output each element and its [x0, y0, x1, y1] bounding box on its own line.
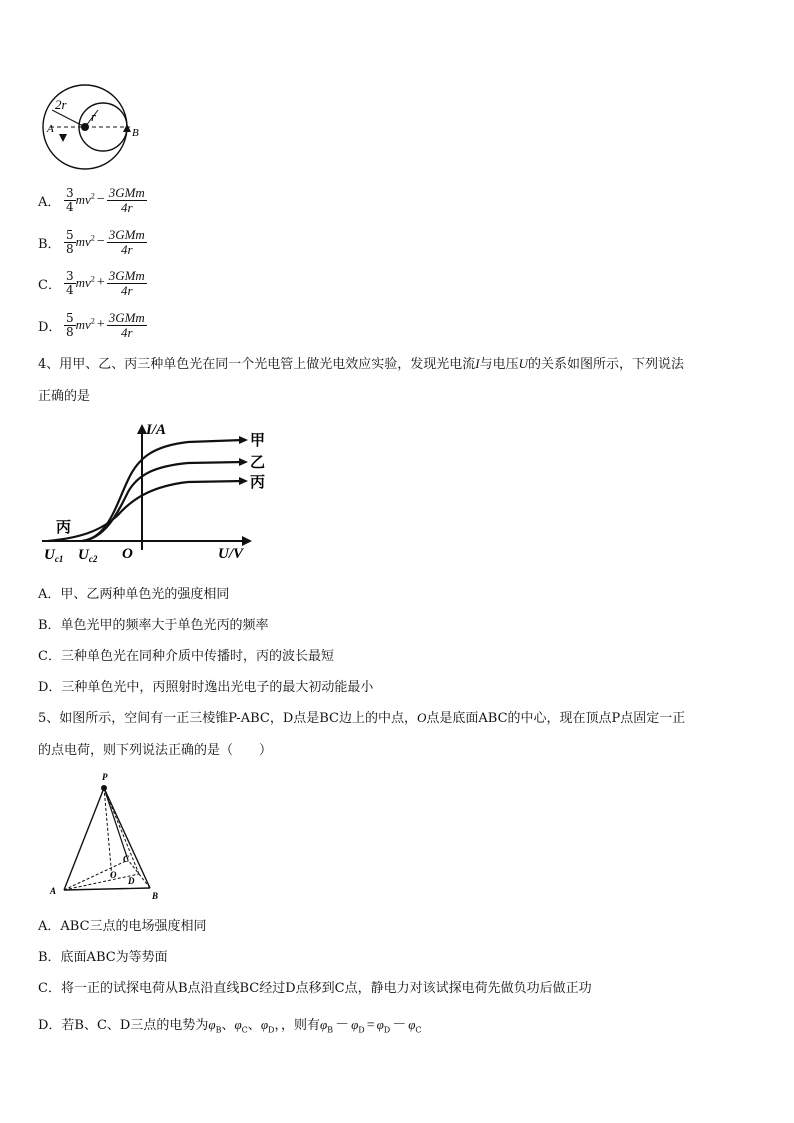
q5-option-d-mid: ，则有 [280, 1018, 320, 1033]
curve-yi [82, 462, 243, 541]
q5-stem-line1 [38, 707, 685, 726]
q5-option-b: B．底面ABC为等势面 [38, 950, 168, 965]
separator: ， [274, 1018, 281, 1033]
kinetic-term: $mv^2$ [75, 274, 95, 291]
q3-option-b [38, 228, 147, 256]
phi-symbol: φ [234, 1017, 242, 1032]
q4-option-d: D．三种单色光中，丙照射时逸出光电子的最大初动能最小 [38, 680, 374, 695]
q4-option-c: C．三种单色光在同种介质中传播时，丙的波长最短 [38, 649, 334, 664]
y-axis-label: I/A [146, 422, 167, 438]
coefficient-fraction [64, 270, 76, 296]
orbit-arrow-right [123, 124, 131, 132]
x-axis-label: U/V [218, 546, 244, 562]
uc2-label: $U_{c2}$ [78, 547, 98, 564]
coef-numerator: 3 [66, 269, 74, 284]
coef-numerator: 5 [66, 228, 74, 243]
curve-jia-arrow [239, 436, 248, 444]
coef-numerator: 3 [66, 186, 74, 201]
phi-sub-D: D [358, 1025, 365, 1035]
q4-stem-line2: 正确的是 [38, 389, 91, 404]
point-P-charge [101, 785, 107, 791]
q3-option-a [38, 186, 147, 214]
frac-denominator: 4r [120, 282, 133, 298]
phi-symbol: φ [260, 1017, 269, 1032]
frac-denominator: 4r [120, 324, 133, 340]
vertex-B-label: B [152, 891, 159, 901]
coef-denominator: 4 [66, 282, 74, 297]
label-B: B [132, 127, 139, 139]
coefficient-fraction [64, 187, 76, 213]
left-label-bing: 丙 [56, 520, 72, 536]
phi-sub-B: B [215, 1025, 222, 1035]
q4-stem-a: 4、用甲、乙、丙三种单色光在同一个光电管上做光电效应实验，发现光电流 [38, 357, 476, 372]
q5-stem-line2: 的点电荷，则下列说法正确的是（ ） [38, 743, 273, 758]
uc1-label: $U_{c1}$ [44, 547, 64, 564]
coef-denominator: 8 [66, 241, 74, 256]
q5-option-d-prefix: D．若B、C、D三点的电势为 [38, 1018, 209, 1033]
curve-jia [82, 440, 243, 541]
frac-numerator: 3GMm [108, 227, 145, 242]
label-r: r [91, 109, 97, 124]
phi-symbol: φ [208, 1017, 216, 1032]
minus-sign: － [392, 1018, 407, 1033]
option-letter: B． [38, 236, 61, 252]
phi-sub-D: D [268, 1025, 275, 1035]
vertex-P-label: P [102, 772, 108, 782]
q4-stem-b: 与电压 [479, 357, 519, 372]
option-letter: A． [38, 194, 61, 210]
q4-var-I: I [475, 356, 480, 371]
curve-label-yi: 乙 [250, 455, 266, 471]
frac-denominator: 4r [120, 241, 133, 257]
curve-bing [48, 481, 243, 541]
operator-sign: + [96, 317, 105, 333]
q5-var-O: O [417, 710, 427, 725]
pyramid-figure [46, 770, 166, 902]
frac-denominator: 4r [120, 199, 133, 215]
potential-fraction [107, 186, 147, 214]
phi-symbol: φ [351, 1017, 359, 1032]
q4-var-U: U [518, 356, 529, 371]
frac-numerator: 3GMm [108, 185, 145, 200]
photoelectric-graph [38, 420, 278, 570]
option-letter: D． [38, 319, 62, 335]
kinetic-term: $mv^2$ [75, 233, 95, 250]
coefficient-fraction [64, 312, 76, 338]
q5-option-c: C．将一正的试探电荷从B点沿直线BC经过D点移到C点，静电力对该试探电荷先做负功后做正功 [38, 981, 592, 996]
potential-fraction [107, 228, 147, 256]
phi-symbol: φ [319, 1017, 328, 1032]
q4-stem-c: 的关系如图所示，下列说法 [528, 357, 685, 372]
vertex-A-label: A [50, 886, 57, 896]
kinetic-term: $mv^2$ [75, 191, 95, 208]
edge-PA [64, 788, 104, 890]
phi-sub-C: C [415, 1025, 422, 1035]
curve-label-jia: 甲 [250, 433, 266, 449]
equals-sign: = [366, 1018, 375, 1033]
phi-symbol: φ [408, 1017, 416, 1032]
phi-sub-C: C [241, 1025, 248, 1035]
point-O-label: O [110, 870, 117, 880]
q4-option-a: A．甲、乙两种单色光的强度相同 [38, 587, 230, 602]
coefficient-fraction [64, 229, 76, 255]
minus-sign: － [335, 1018, 350, 1033]
phi-sub-B: B [327, 1025, 334, 1035]
kinetic-term: $mv^2$ [75, 316, 95, 333]
q3-option-d [38, 311, 147, 339]
coef-denominator: 8 [66, 324, 74, 339]
coef-denominator: 4 [66, 199, 74, 214]
operator-sign: − [96, 192, 105, 208]
potential-fraction [107, 311, 147, 339]
edge-AB [64, 888, 150, 890]
orbit-arrow-left [59, 134, 67, 142]
operator-sign: − [96, 234, 105, 250]
q5-option-d [38, 1014, 422, 1035]
q3-option-c [38, 269, 147, 297]
q5-stem-a: 5、如图所示，空间有一正三棱锥P-ABC，D点是BC边上的中点， [38, 711, 417, 726]
label-A: A [47, 123, 54, 135]
orbit-figure [38, 84, 150, 176]
curve-bing-arrow [239, 477, 248, 485]
option-letter: C． [38, 277, 61, 293]
q5-option-a: A．ABC三点的电场强度相同 [38, 919, 207, 934]
frac-numerator: 3GMm [108, 268, 145, 283]
label-2r: 2r [55, 97, 67, 112]
potential-fraction [107, 269, 147, 297]
phi-symbol: φ [376, 1017, 384, 1032]
coef-numerator: 5 [66, 311, 74, 326]
phi-sub-D: D [383, 1025, 391, 1035]
x-axis-arrow [242, 536, 252, 546]
q4-option-b: B．单色光甲的频率大于单色光丙的频率 [38, 618, 269, 633]
point-D-label: D [128, 876, 135, 886]
separator: 、 [221, 1018, 235, 1033]
curve-yi-arrow [239, 458, 248, 466]
vertex-C-label: C [123, 854, 130, 864]
curve-label-bing: 丙 [250, 475, 266, 491]
center-planet [81, 123, 89, 131]
frac-numerator: 3GMm [108, 310, 145, 325]
operator-sign: + [96, 275, 105, 291]
q5-stem-b: 点是底面ABC的中心，现在顶点P点固定一正 [426, 711, 686, 726]
q4-stem-line1 [38, 353, 684, 372]
origin-label: O [122, 546, 133, 562]
separator: 、 [247, 1018, 261, 1033]
